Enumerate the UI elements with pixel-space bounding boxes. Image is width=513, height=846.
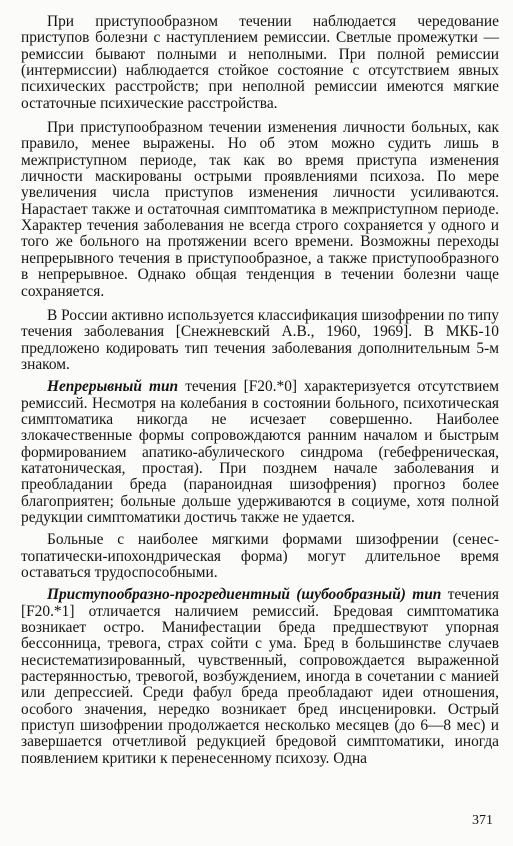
paragraph-continuous-type <box>21 379 499 526</box>
paragraph-shift-like-type <box>21 587 499 767</box>
paragraph-text: течения [F20.*0] характеризуется отсутствием ремиссий. Несмотря на колебания в состоянии больного, психотическая симптоматика никогда не исчезает совершенно. Наиболее злокачественные формы сопровождаются ранним началом и быстрым формированием апатико-абулического синдрома (гебефреническая, кататоническая, простая). При позднем начале заболевания и преобладании бреда (параноидная шизофрения) прогноз более благоприятен; больные дольше удерживаются в социуме, хотя полной редукции симптоматики достичь также не удается. <box>21 378 499 526</box>
paragraph-text: Больные с наиболее мягкими формами шизофрении (сенестопатически-ипохондрическая форма) могут длительное время оставаться трудоспособными. <box>21 531 499 581</box>
paragraph-text: При приступообразном течении изменения личности больных, как правило, менее выражены. Но об этом можно судить лишь в межприступном периоде, так как во время приступа изменения личности маскированы острыми проявлениями психоза. По мере увеличения числа приступов изменения личности усиливаются. Нарастает также и остаточная симптоматика в межприступном периоде. Характер течения заболевания не всегда строго сохраняется у одного и того же больного на протяжении всего времени. Возможны переходы непрерывного течения в приступообразное, а также приступообразного в непрерывное. Однако общая тенденция в течении болезни чаще сохраняется. <box>21 119 499 300</box>
paragraph-text: При приступообразном течении наблюдается чередование приступов болезни с наступлением ремиссии. Светлые промежутки — ремиссии бывают полными и неполными. При полной ремиссии (интермиссии) наблюдается стойкое состояние с отсутствием явных психических расстройств; при неполной ремиссии имеются мягкие остаточные психические расстройства. <box>21 13 499 112</box>
paragraph-classification <box>21 308 499 373</box>
paragraph-text: течения [F20.*1] отличается наличием ремиссий. Бредовая симптоматика возникает остро. Манифестации бреда предшествуют упорная бессонница, тревога, страх сойти с ума. Бред в большинстве случаев несистематизированный, чувственный, сопровождается выраженной растерянностью, тревогой, возбуждением, иногда в сочетании с манией или депрессией. Среди фабул бреда преобладают идеи отношения, особого значения, нередко возникает бред инсценировки. Острый приступ шизофрении продолжается несколько месяцев (до 6—8 мес) и завершается отчетливой редукцией бредовой симптоматики, иногда появлением критики к перенесенному психозу. Одна <box>21 586 499 767</box>
term-shift-like-type: Приступообразно-прогредиентный (шубообразный) тип <box>47 586 442 604</box>
paragraph-mild-forms <box>21 532 499 581</box>
page-number: 371 <box>472 813 493 828</box>
term-continuous-type: Непрерывный тип <box>47 378 179 396</box>
paragraph-text: В России активно используется классификация шизофрении по типу течения заболевания [Снежневский А.В., 1960, 1969]. В МКБ-10 предложено кодировать тип течения заболевания дополнительным 5-м знаком. <box>21 306 499 373</box>
paragraph-personality-changes <box>21 120 499 300</box>
paragraph-remission-types <box>21 14 499 112</box>
